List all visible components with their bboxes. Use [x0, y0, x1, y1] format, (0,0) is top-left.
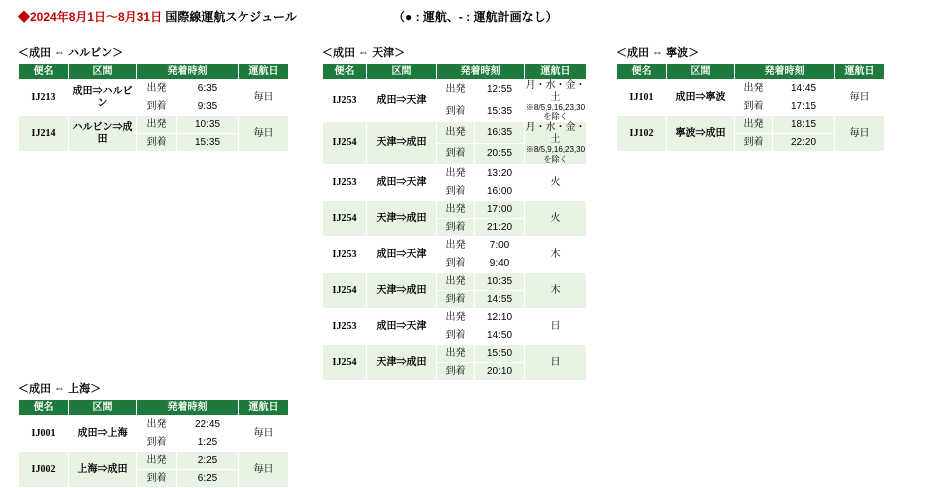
departure-label: 出発	[437, 200, 475, 218]
arrival-label: 到着	[437, 254, 475, 272]
column-header-flight: 便名	[19, 64, 69, 80]
arrival-time: 21:20	[475, 218, 525, 236]
schedule-table-harbin	[18, 63, 289, 152]
arrival-time: 9:40	[475, 254, 525, 272]
column-header-flight: 便名	[617, 64, 667, 80]
departure-time: 22:45	[177, 416, 239, 434]
arrival-label: 到着	[437, 101, 475, 122]
arrival-time: 1:25	[177, 434, 239, 452]
schedule-table-shanghai	[18, 399, 289, 488]
route-name: 天津⇒成田	[367, 122, 437, 164]
departure-time: 13:20	[475, 164, 525, 182]
departure-time: 18:15	[773, 116, 835, 134]
flight-number: IJ254	[323, 272, 367, 308]
route-name: 天津⇒成田	[367, 272, 437, 308]
departure-label: 出発	[137, 452, 177, 470]
schedule-block-ningbo	[616, 44, 874, 152]
operating-days-note: ※8/5,9,16,23,30を除く	[525, 145, 586, 164]
table-row	[323, 80, 587, 101]
table-row	[323, 344, 587, 362]
departure-label: 出発	[437, 164, 475, 182]
route-name: 上海⇒成田	[69, 452, 137, 488]
column-header-route: 区間	[667, 64, 735, 80]
operating-days: 月・水・金・土 ※8/5,9,16,23,30を除く	[525, 122, 586, 164]
departure-label: 出発	[137, 116, 177, 134]
table-row	[323, 164, 587, 182]
table-row	[19, 452, 289, 470]
flight-number: IJ254	[323, 344, 367, 380]
table-row	[19, 416, 289, 434]
departure-label: 出発	[437, 122, 475, 143]
arrival-label: 到着	[137, 98, 177, 116]
operating-days: 毎日	[239, 452, 289, 488]
route-name: 成田⇒天津	[367, 236, 437, 272]
column-header-days: 運航日	[835, 64, 885, 80]
operating-days: 日	[525, 308, 587, 344]
table-row	[617, 116, 885, 134]
column-header-days: 運航日	[239, 400, 289, 416]
schedule-block-shanghai	[18, 380, 280, 488]
departure-time: 2:25	[177, 452, 239, 470]
route-name: 寧波⇒成田	[667, 116, 735, 152]
arrival-label: 到着	[735, 134, 773, 152]
route-name: 成田⇒ハルビン	[69, 80, 137, 116]
arrival-label: 到着	[437, 326, 475, 344]
schedule-table-tianjin	[322, 63, 587, 381]
departure-time: 6:35	[177, 80, 239, 98]
arrival-label: 到着	[137, 470, 177, 488]
table-row	[323, 308, 587, 326]
table-row	[323, 272, 587, 290]
departure-time: 10:35	[177, 116, 239, 134]
route-name: ハルビン⇒成田	[69, 116, 137, 152]
arrival-time: 9:35	[177, 98, 239, 116]
arrival-time: 14:55	[475, 290, 525, 308]
column-header-days: 運航日	[525, 64, 587, 80]
operating-days: 毎日	[835, 116, 885, 152]
departure-time: 15:50	[475, 344, 525, 362]
route-name: 成田⇒上海	[69, 416, 137, 452]
departure-label: 出発	[437, 344, 475, 362]
departure-label: 出発	[137, 416, 177, 434]
table-row	[19, 116, 289, 134]
departure-label: 出発	[735, 116, 773, 134]
departure-label: 出発	[437, 236, 475, 254]
table-row	[323, 236, 587, 254]
block-label-tianjin: ＜成田 ⇔ 天津＞	[322, 47, 406, 59]
arrival-time: 20:10	[475, 362, 525, 380]
arrival-time: 17:15	[773, 98, 835, 116]
table-row	[617, 80, 885, 98]
departure-time: 16:35	[475, 122, 525, 143]
title-text: 国際線運航スケジュール	[165, 10, 297, 24]
column-header-flight: 便名	[323, 64, 367, 80]
departure-time: 17:00	[475, 200, 525, 218]
arrival-label: 到着	[437, 362, 475, 380]
departure-time: 12:10	[475, 308, 525, 326]
block-label-shanghai: ＜成田 ⇔ 上海＞	[18, 383, 102, 395]
column-header-time: 発着時刻	[735, 64, 835, 80]
block-label-ningbo: ＜成田 ⇔ 寧波＞	[616, 47, 700, 59]
block-label-harbin: ＜成田 ⇔ ハルビン＞	[18, 47, 124, 59]
arrival-time: 22:20	[773, 134, 835, 152]
flight-number: IJ001	[19, 416, 69, 452]
flight-number: IJ102	[617, 116, 667, 152]
legend-note: （● : 運航、- : 運航計画なし）	[393, 10, 558, 24]
flight-number: IJ002	[19, 452, 69, 488]
table-row	[323, 200, 587, 218]
arrival-label: 到着	[437, 143, 475, 164]
departure-time: 14:45	[773, 80, 835, 98]
flight-number: IJ101	[617, 80, 667, 116]
operating-days: 木	[525, 236, 587, 272]
flight-number: IJ214	[19, 116, 69, 152]
column-header-route: 区間	[69, 400, 137, 416]
operating-days: 日	[525, 344, 587, 380]
route-name: 天津⇒成田	[367, 344, 437, 380]
arrival-time: 16:00	[475, 182, 525, 200]
route-name: 成田⇒天津	[367, 164, 437, 200]
column-header-route: 区間	[367, 64, 437, 80]
column-header-time: 発着時刻	[137, 400, 239, 416]
arrival-label: 到着	[437, 218, 475, 236]
operating-days: 毎日	[239, 416, 289, 452]
arrival-label: 到着	[735, 98, 773, 116]
departure-label: 出発	[437, 80, 475, 101]
schedule-block-tianjin	[322, 44, 586, 381]
column-header-days: 運航日	[239, 64, 289, 80]
arrival-time: 14:50	[475, 326, 525, 344]
flight-number: IJ253	[323, 308, 367, 344]
operating-days: 火	[525, 164, 587, 200]
route-name: 成田⇒天津	[367, 308, 437, 344]
operating-days-note: ※8/5,9,16,23,30を除く	[525, 103, 586, 122]
operating-days: 月・水・金・土 ※8/5,9,16,23,30を除く	[525, 80, 586, 122]
column-header-time: 発着時刻	[137, 64, 239, 80]
departure-time: 12:55	[475, 80, 525, 101]
column-header-route: 区間	[69, 64, 137, 80]
operating-days: 木	[525, 272, 587, 308]
arrival-label: 到着	[437, 290, 475, 308]
arrival-time: 15:35	[475, 101, 525, 122]
page-title	[18, 8, 297, 25]
schedule-table-ningbo	[616, 63, 885, 152]
flight-number: IJ253	[323, 236, 367, 272]
arrival-label: 到着	[437, 182, 475, 200]
departure-label: 出発	[137, 80, 177, 98]
flight-number: IJ253	[323, 80, 367, 122]
operating-days: 毎日	[835, 80, 885, 116]
document-header	[18, 8, 918, 28]
flight-number: IJ254	[323, 122, 367, 164]
operating-days: 毎日	[239, 116, 289, 152]
route-name: 成田⇒寧波	[667, 80, 735, 116]
departure-label: 出発	[437, 308, 475, 326]
flight-number: IJ254	[323, 200, 367, 236]
departure-time: 7:00	[475, 236, 525, 254]
flight-number: IJ213	[19, 80, 69, 116]
arrival-label: 到着	[137, 434, 177, 452]
table-row	[19, 80, 289, 98]
date-range-text: ◆2024年8月1日～8月31日	[18, 10, 163, 24]
operating-days: 火	[525, 200, 587, 236]
table-row	[323, 122, 587, 143]
arrival-time: 15:35	[177, 134, 239, 152]
column-header-time: 発着時刻	[437, 64, 525, 80]
arrival-time: 6:25	[177, 470, 239, 488]
departure-label: 出発	[735, 80, 773, 98]
route-name: 天津⇒成田	[367, 200, 437, 236]
flight-number: IJ253	[323, 164, 367, 200]
arrival-label: 到着	[137, 134, 177, 152]
operating-days: 毎日	[239, 80, 289, 116]
route-name: 成田⇒天津	[367, 80, 437, 122]
departure-time: 10:35	[475, 272, 525, 290]
column-header-flight: 便名	[19, 400, 69, 416]
schedule-block-harbin	[18, 44, 280, 152]
departure-label: 出発	[437, 272, 475, 290]
arrival-time: 20:55	[475, 143, 525, 164]
